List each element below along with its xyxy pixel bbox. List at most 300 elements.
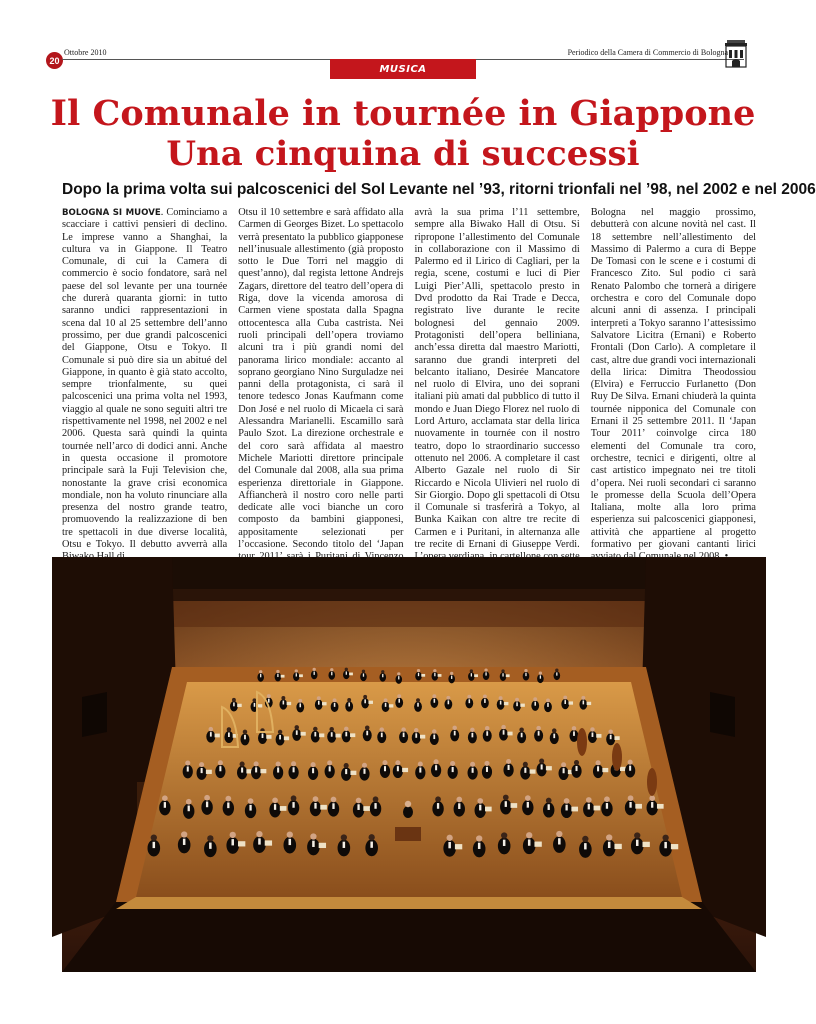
musician-shirt [527, 802, 529, 808]
music-stand [319, 843, 326, 848]
music-stand [587, 702, 592, 705]
musician-head [207, 835, 213, 841]
musician-head [564, 798, 570, 804]
article-column-2: Otsu il 10 settembre e sarà affidato alla Carmen di Georges Bizet. Lo spettacolo verrà presentato la pubblico giapponese nell’inusuale allestimento (già proposto sotto le Due Torri nel maggio di quest’anno), dal regista lettone Andrejs Zagars, direttore del teatro dell’opera di Riga, dove la vicenda amorosa di Carmen viene spostata dalla Spagna ottocentesca alla Cuba castrista. Nei ruoli principali dell’opera troviamo alcuni tra i più grandi nomi del panorama lirico mondiale: accanto al soprano georgiano Nino Surguladze nei panni della protagonista, ci sarà il tenore tedesco Jonas Kaufmann come Don José e nel ruolo di Micaela ci sarà Alessandra Marianelli. Escamillo sarà Paulo Szot. La direzione orchestrale e del coro sarà affidata al maestro Michele Mariotti direttore principale del Comunale dal 2008, alla sua prima esperienza direttoriale in Giappone. Affiancherà il nostro coro nelle parti dedicate alle voci bianche un coro composto da bambini giapponesi, appositamente selezionati per l’occasione. Secondo titolo del ‘Japan [238, 207, 404, 551]
musician-head [525, 795, 531, 801]
musician-head [363, 695, 367, 699]
musician-shirt [314, 803, 316, 809]
musician-head [356, 798, 362, 804]
musician-shirt [458, 803, 460, 809]
musician-shirt [255, 767, 257, 772]
musician-head [204, 795, 210, 801]
musician-head [278, 730, 283, 735]
music-stand [335, 734, 340, 738]
musician-shirt [268, 699, 270, 703]
article-column-4-text: Bologna nel maggio prossimo, debutterà con alcune novità nel cast. Il 18 settembre nell’allestimento del Massimo di Palermo a cura di Beppe De Tomasi con le scene e i costumi di Francesco Zito. Sul podio ci sarà Renato Palombo che tornerà a dirigere orchestra e coro del Comunale dopo alcuni anni di assenza. I principali interpreti a Tokyo saranno l’attesissimo Salvatore Licitra (Ernani) e Roberto Frontali (Don Carlo). A completare il cast, altre due grandi voci internazionali della lirica: Dimitra Theodossiou (Elvira) e Ferruccio Furlanetto (Don Ruy De Silva. Ernani chiuderà la quinta tournée nipponica del Comunale con Ernani il 25 settembre 2011. Il ‘Japan Tour 2011’ coinvolge circa 180 elementi del Comunale tra coro, orchestre, tecnici e dirigenti, oltre al cast artistico impegnato nei tre titoli d’opera. Nei ruoli secondari ci saranno le promesse della Scuola dell’Opera Italiana, molte alla loro prima esperienza sui palcoscenici giapponesi, attività che appartiene al progetto formativo per giovani cantanti lirici [590, 207, 757, 551]
musician-shirt [500, 701, 502, 705]
musician-shirt [254, 703, 256, 707]
musician-shirt [318, 701, 320, 705]
musician-shirt [348, 703, 350, 707]
musician-shirt [629, 766, 631, 771]
musician-shirt [502, 673, 503, 676]
music-stand [568, 701, 573, 704]
musician-head [276, 761, 281, 766]
musician-head [414, 728, 419, 733]
musician-shirt [260, 674, 261, 677]
musician-head [181, 831, 187, 837]
musician-shirt [516, 702, 518, 706]
page-number-badge: 20 [46, 52, 63, 69]
musician-shirt [329, 766, 331, 771]
musician-shirt [233, 702, 235, 706]
musician-shirt [471, 733, 473, 738]
musician-shirt [381, 733, 383, 738]
musician-shirt [478, 843, 481, 849]
musician-shirt [503, 730, 505, 735]
musician-head [524, 669, 527, 672]
musician-head [470, 762, 475, 767]
musician-shirt [345, 769, 347, 774]
musician-shirt [292, 802, 294, 808]
musician-head [450, 761, 455, 766]
musician-shirt [164, 802, 166, 808]
musician-head [435, 796, 441, 802]
music-stand [420, 735, 425, 739]
musician-shirt [556, 672, 557, 675]
musician-shirt [435, 765, 437, 770]
musician-head [561, 762, 566, 767]
music-stand [258, 704, 263, 707]
musician-shirt [558, 838, 561, 844]
musician-shirt [448, 700, 450, 704]
music-stand [322, 702, 327, 705]
musician-head [341, 834, 347, 840]
musician-shirt [629, 802, 631, 808]
musician-shirt [486, 731, 488, 736]
musician-shirt [664, 842, 667, 848]
musician-head [432, 729, 437, 734]
musician-shirt [540, 675, 541, 678]
musician-head [539, 758, 544, 763]
music-stand [206, 770, 212, 774]
music-stand [571, 807, 578, 812]
musician-shirt [553, 734, 555, 739]
music-stand [299, 674, 303, 677]
musician-shirt [299, 703, 301, 707]
musician-shirt [486, 767, 488, 772]
musician-shirt [279, 735, 281, 740]
musician-shirt [274, 804, 276, 810]
musician-shirt [588, 804, 590, 810]
musician-head [546, 798, 552, 804]
musician-shirt [437, 803, 439, 809]
musician-head [209, 727, 214, 732]
musician-head [232, 698, 236, 702]
music-stand [614, 844, 621, 849]
musician-head [227, 727, 232, 732]
musician-shirt [382, 674, 383, 677]
musician-shirt [636, 840, 639, 846]
musician-head [313, 668, 316, 671]
music-stand [642, 842, 649, 847]
musician-shirt [231, 839, 234, 845]
musician-shirt [525, 673, 526, 676]
music-stand [504, 702, 509, 705]
musician-shirt [244, 735, 246, 740]
musician-head [501, 725, 506, 730]
musician-shirt [434, 673, 435, 676]
musician-shirt [183, 839, 186, 845]
musician-head [501, 832, 507, 838]
musician-head [256, 831, 262, 837]
musician-head [397, 672, 400, 675]
musician-head [634, 832, 640, 838]
musician-shirt [331, 672, 332, 675]
musician-head [365, 726, 370, 731]
musician-head [380, 727, 385, 732]
double-bass [577, 728, 587, 756]
musician-shirt [331, 732, 333, 737]
music-stand [300, 732, 305, 736]
musician-shirt [249, 805, 251, 811]
musician-head [384, 698, 388, 702]
musician-head [225, 796, 231, 802]
musician-shirt [415, 733, 417, 738]
musician-shirt [370, 842, 373, 848]
musician-head [450, 672, 453, 675]
musician-head [546, 698, 550, 702]
musician-shirt [548, 804, 550, 810]
musician-shirt [592, 732, 594, 737]
musician-head [484, 761, 489, 766]
musician-shirt [452, 767, 454, 772]
orchestra-photo [62, 557, 756, 972]
music-stand [485, 807, 492, 812]
music-stand [530, 769, 536, 773]
musician-head [240, 762, 245, 767]
article-column-1-text: . Cominciamo a scacciare i cattivi pensieri di declino. Le imprese vanno a Shanghai, la cultura va in Giappone. Il Teatro Comunale, di cui la Camera di commercio è socio fondatore, sarà nel paese del sol levante per una tournée che durerà quaranta giorni: in tutto saranno undici rappresentazioni in scena dal 10 al 25 settembre dell’anno prossimo, per due grandi palcoscenici del Giappone, Otsu e Tokyo. Il Comunale si può dire sia un abitué del Giappone, in quanto è già stato accolto, sempre trionfalmente, su quei palcoscenici una prima volta nel 1993, viaggio al quale ne sono seguiti altri tre rispettivamente nel 1998, nel 2002 e nel 2006. Questa sarà quindi la quinta tournée nell’arco di dodici anni. Anche in questa occasione il promotore principale sarà la Fuji Television che, nonostante la grave crisi economica mondiale, non ha voluto rinunciare alla presenza del nostro grande teatro, promuovendo la realizzazione di ben tre spettacoli in due diverse località, Otsu e Tokyo. Il debutto avverrà alla [62, 207, 228, 551]
musician-head [162, 795, 168, 801]
musician-shirt [479, 805, 481, 811]
musician-shirt [314, 732, 316, 737]
musician-shirt [417, 703, 419, 707]
musician-head [417, 669, 420, 672]
article-lead: BOLOGNA SI MUOVE [62, 208, 161, 218]
musician-shirt [209, 843, 212, 849]
musician-head [523, 762, 528, 767]
musician-shirt [503, 840, 506, 846]
musician-shirt [398, 676, 399, 679]
music-stand [506, 674, 510, 677]
musician-head [477, 798, 483, 804]
musician-head [447, 835, 453, 841]
music-stand [319, 733, 324, 737]
music-stand [363, 806, 370, 811]
musician-shirt [534, 702, 536, 706]
musician-head [483, 694, 487, 698]
musician-head [572, 726, 577, 731]
music-stand [474, 674, 478, 677]
musician-head [298, 699, 302, 703]
music-stand [260, 769, 266, 773]
musician-shirt [528, 839, 531, 845]
music-stand [511, 803, 518, 808]
musician-shirt [448, 842, 451, 848]
musician-shirt [201, 768, 203, 773]
musician-head [254, 761, 259, 766]
musician-shirt [277, 767, 279, 772]
issue-date: Ottobre 2010 [64, 48, 107, 57]
musician-shirt [454, 731, 456, 736]
musician-shirt [314, 672, 315, 675]
music-stand [287, 702, 292, 705]
musician-shirt [219, 766, 221, 771]
musician-head [199, 762, 204, 767]
musician-shirt [469, 699, 471, 703]
musician-head [539, 672, 542, 675]
musician-shirt [434, 699, 436, 703]
musician-head [574, 760, 579, 765]
musician-head [456, 797, 462, 803]
music-stand [237, 704, 242, 707]
musician-shirt [484, 699, 486, 703]
article-column-4 [591, 207, 756, 577]
music-stand [671, 844, 678, 849]
musician-head [272, 798, 278, 804]
musician-shirt [597, 766, 599, 771]
musician-head [555, 669, 558, 672]
musician-head [446, 696, 450, 700]
musician-shirt [366, 731, 368, 736]
music-stand [266, 735, 271, 739]
music-stand [350, 771, 356, 775]
musician-shirt [296, 730, 298, 735]
musician-head [186, 799, 192, 805]
article-body [62, 207, 756, 549]
musician-head [311, 762, 316, 767]
music-stand [281, 675, 285, 678]
musician-head [418, 762, 423, 767]
music-stand [215, 734, 220, 738]
musician-shirt [610, 735, 612, 740]
musician-shirt [343, 842, 346, 848]
section-label: MUSICA [330, 59, 476, 79]
musician-head [252, 698, 256, 702]
musician-head [662, 835, 668, 841]
musician-head [467, 695, 471, 699]
musician-shirt [547, 703, 549, 707]
musician-head [590, 727, 595, 732]
musician-shirt [538, 731, 540, 736]
headline-line-1: Il Comunale in tournée in Giappone [50, 93, 756, 134]
music-stand [534, 842, 541, 847]
musician-head [287, 831, 293, 837]
musician-head [248, 798, 254, 804]
musician-head [596, 760, 601, 765]
music-stand [320, 805, 327, 810]
musician-head [330, 668, 333, 671]
musician-shirt [485, 672, 486, 675]
musician-head [563, 696, 567, 700]
musician-shirt [277, 674, 278, 677]
music-stand [596, 734, 601, 738]
musician-head [291, 795, 297, 801]
musician-head [604, 796, 610, 802]
musician-head [151, 834, 157, 840]
musician-head [362, 763, 367, 768]
musician-shirt [293, 767, 295, 772]
musician-shirt [433, 735, 435, 740]
musician-head [333, 698, 337, 702]
musician-head [267, 694, 271, 698]
musician-shirt [153, 842, 156, 848]
musician-head [329, 727, 334, 732]
music-stand [455, 844, 462, 849]
music-stand [284, 736, 289, 740]
musician-shirt [419, 767, 421, 772]
musician-head [317, 696, 321, 700]
chamber-building-logo-icon [724, 39, 748, 69]
musician-shirt [241, 767, 243, 772]
double-bass [612, 743, 622, 771]
musician-head [294, 725, 299, 730]
musician-shirt [583, 700, 585, 704]
musician-shirt [364, 699, 366, 703]
musician-shirt [573, 731, 575, 736]
musician-head [452, 726, 457, 731]
musician-head [347, 698, 351, 702]
musician-head [382, 760, 387, 765]
musician-shirt [312, 768, 314, 773]
musician-shirt [188, 806, 190, 812]
musician-shirt [374, 803, 376, 809]
musician-head [649, 795, 655, 801]
music-stand [507, 732, 512, 736]
music-stand [350, 733, 355, 737]
musician-head [295, 669, 298, 672]
musician-shirt [206, 802, 208, 808]
musician-shirt [227, 802, 229, 808]
article-subtitle: Dopo la prima volta sui palcoscenici del Sol Levante nel ’93, ritorni trionfali nel ’98, nel 2002 e nel 2006 [62, 181, 816, 198]
musician-head [331, 797, 337, 803]
music-stand [614, 736, 619, 740]
music-stand [368, 701, 373, 704]
musician-head [519, 728, 524, 733]
musician-head [434, 759, 439, 764]
musician-head [185, 761, 190, 766]
musician-head [499, 696, 503, 700]
musician-head [433, 669, 436, 672]
musician-head [243, 730, 248, 735]
musician-shirt [471, 673, 472, 676]
musician-shirt [397, 766, 399, 771]
musician-head [381, 670, 384, 673]
musician-head [218, 760, 223, 765]
music-stand [635, 804, 642, 809]
musician-head [470, 728, 475, 733]
double-bass [647, 768, 657, 796]
musician-head [586, 797, 592, 803]
musician-head [416, 698, 420, 702]
musician-shirt [357, 804, 359, 810]
musician-shirt [608, 842, 611, 848]
headline-line-2: Una cinquina di successi [166, 134, 640, 174]
musician-head [344, 727, 349, 732]
musician-shirt [451, 676, 452, 679]
music-stand [520, 704, 525, 707]
music-stand [546, 766, 552, 770]
musician-shirt [563, 768, 565, 773]
musician-head [503, 795, 509, 801]
musician-shirt [312, 841, 315, 847]
musician-shirt [262, 734, 264, 739]
music-stand [438, 674, 442, 677]
musician-head [606, 834, 612, 840]
article-column-1 [62, 207, 227, 577]
musician-shirt [363, 673, 364, 676]
musician-shirt [228, 732, 230, 737]
musician-head [470, 669, 473, 672]
musician-head [395, 760, 400, 765]
musician-head [536, 726, 541, 731]
musician-head [276, 670, 279, 673]
musician-head [552, 728, 557, 733]
musician-head [526, 832, 532, 838]
musician-head [476, 835, 482, 841]
music-stand [280, 806, 287, 811]
musician-head [291, 761, 296, 766]
musician-shirt [584, 843, 587, 849]
musician-shirt [524, 768, 526, 773]
musician-shirt [345, 732, 347, 737]
musician-shirt [289, 839, 292, 845]
musician-head [313, 796, 319, 802]
musician-shirt [564, 700, 566, 704]
musician-shirt [403, 733, 405, 738]
musician-head [362, 670, 365, 673]
musician-shirt [521, 733, 523, 738]
musician-shirt [332, 803, 334, 809]
musician-shirt [505, 801, 507, 807]
music-stand [594, 806, 601, 811]
musician-shirt [565, 805, 567, 811]
periodical-name: Periodico della Camera di Commercio di Bologna [567, 48, 728, 57]
musician-head [515, 698, 519, 702]
musician-shirt [296, 673, 297, 676]
musician-shirt [283, 701, 285, 705]
musician-shirt [651, 802, 653, 808]
music-stand [657, 804, 664, 809]
musician-head [344, 763, 349, 768]
music-stand [402, 768, 408, 772]
music-stand [421, 674, 425, 677]
musician-head [628, 795, 634, 801]
musician-head [556, 831, 562, 837]
article-column-3: avrà la sua prima l’11 settembre, sempre alla Biwako Hall di Otsu. Si ripropone l’allestimento del Comunale in collaborazione con il Massimo di Palermo ed il Lirico di Cagliari, per la regia, scene, costumi e luci di Pier Luigi Pier’Alli, spettacolo presto in Dvd prodotto da Rai Trade e Decca, registrato live durante le recite bolognesi del gennaio 2009. Protagonisti dell’opera belliniana, anch’essa diretta dal maestro Mariotti, saranno due grandi interpreti del belcanto italiano, Desirée Mancatore nel ruolo di Elvira, uno dei soprani italiani più amati dal pubblico di tutto il mondo e Juan Diego Florez nel ruolo di Lord Arturo, acclamata star della lirica nuovamente in tournée con il nostro teatro, dopo lo straordinario successo ottenuto nel 2006. A completare il cast Alberto Gazale nel ruolo di Sir Riccardo e Nicola Ulivieri nel ruolo di Sir Giorgio. Dopo gli spettacoli di Otsu il Comunale si trasferirà a Tokyo, al Bunka Kaikan con altre tre recite di Carmen e i Puritani, in alternanza alle tre recite di Ernani di Giuseppe Verdi. [414, 207, 580, 551]
musician-shirt [508, 765, 510, 770]
musician-head [506, 759, 511, 764]
musician-shirt [210, 732, 212, 737]
musician-head [327, 760, 332, 765]
musician-head [313, 727, 318, 732]
musician-head [369, 834, 375, 840]
musician-head [230, 832, 236, 838]
musician-head [432, 694, 436, 698]
musician-shirt [472, 768, 474, 773]
musician-head [533, 697, 537, 701]
musician-head [397, 694, 401, 698]
orchestra-concert-hall-image [62, 557, 756, 972]
